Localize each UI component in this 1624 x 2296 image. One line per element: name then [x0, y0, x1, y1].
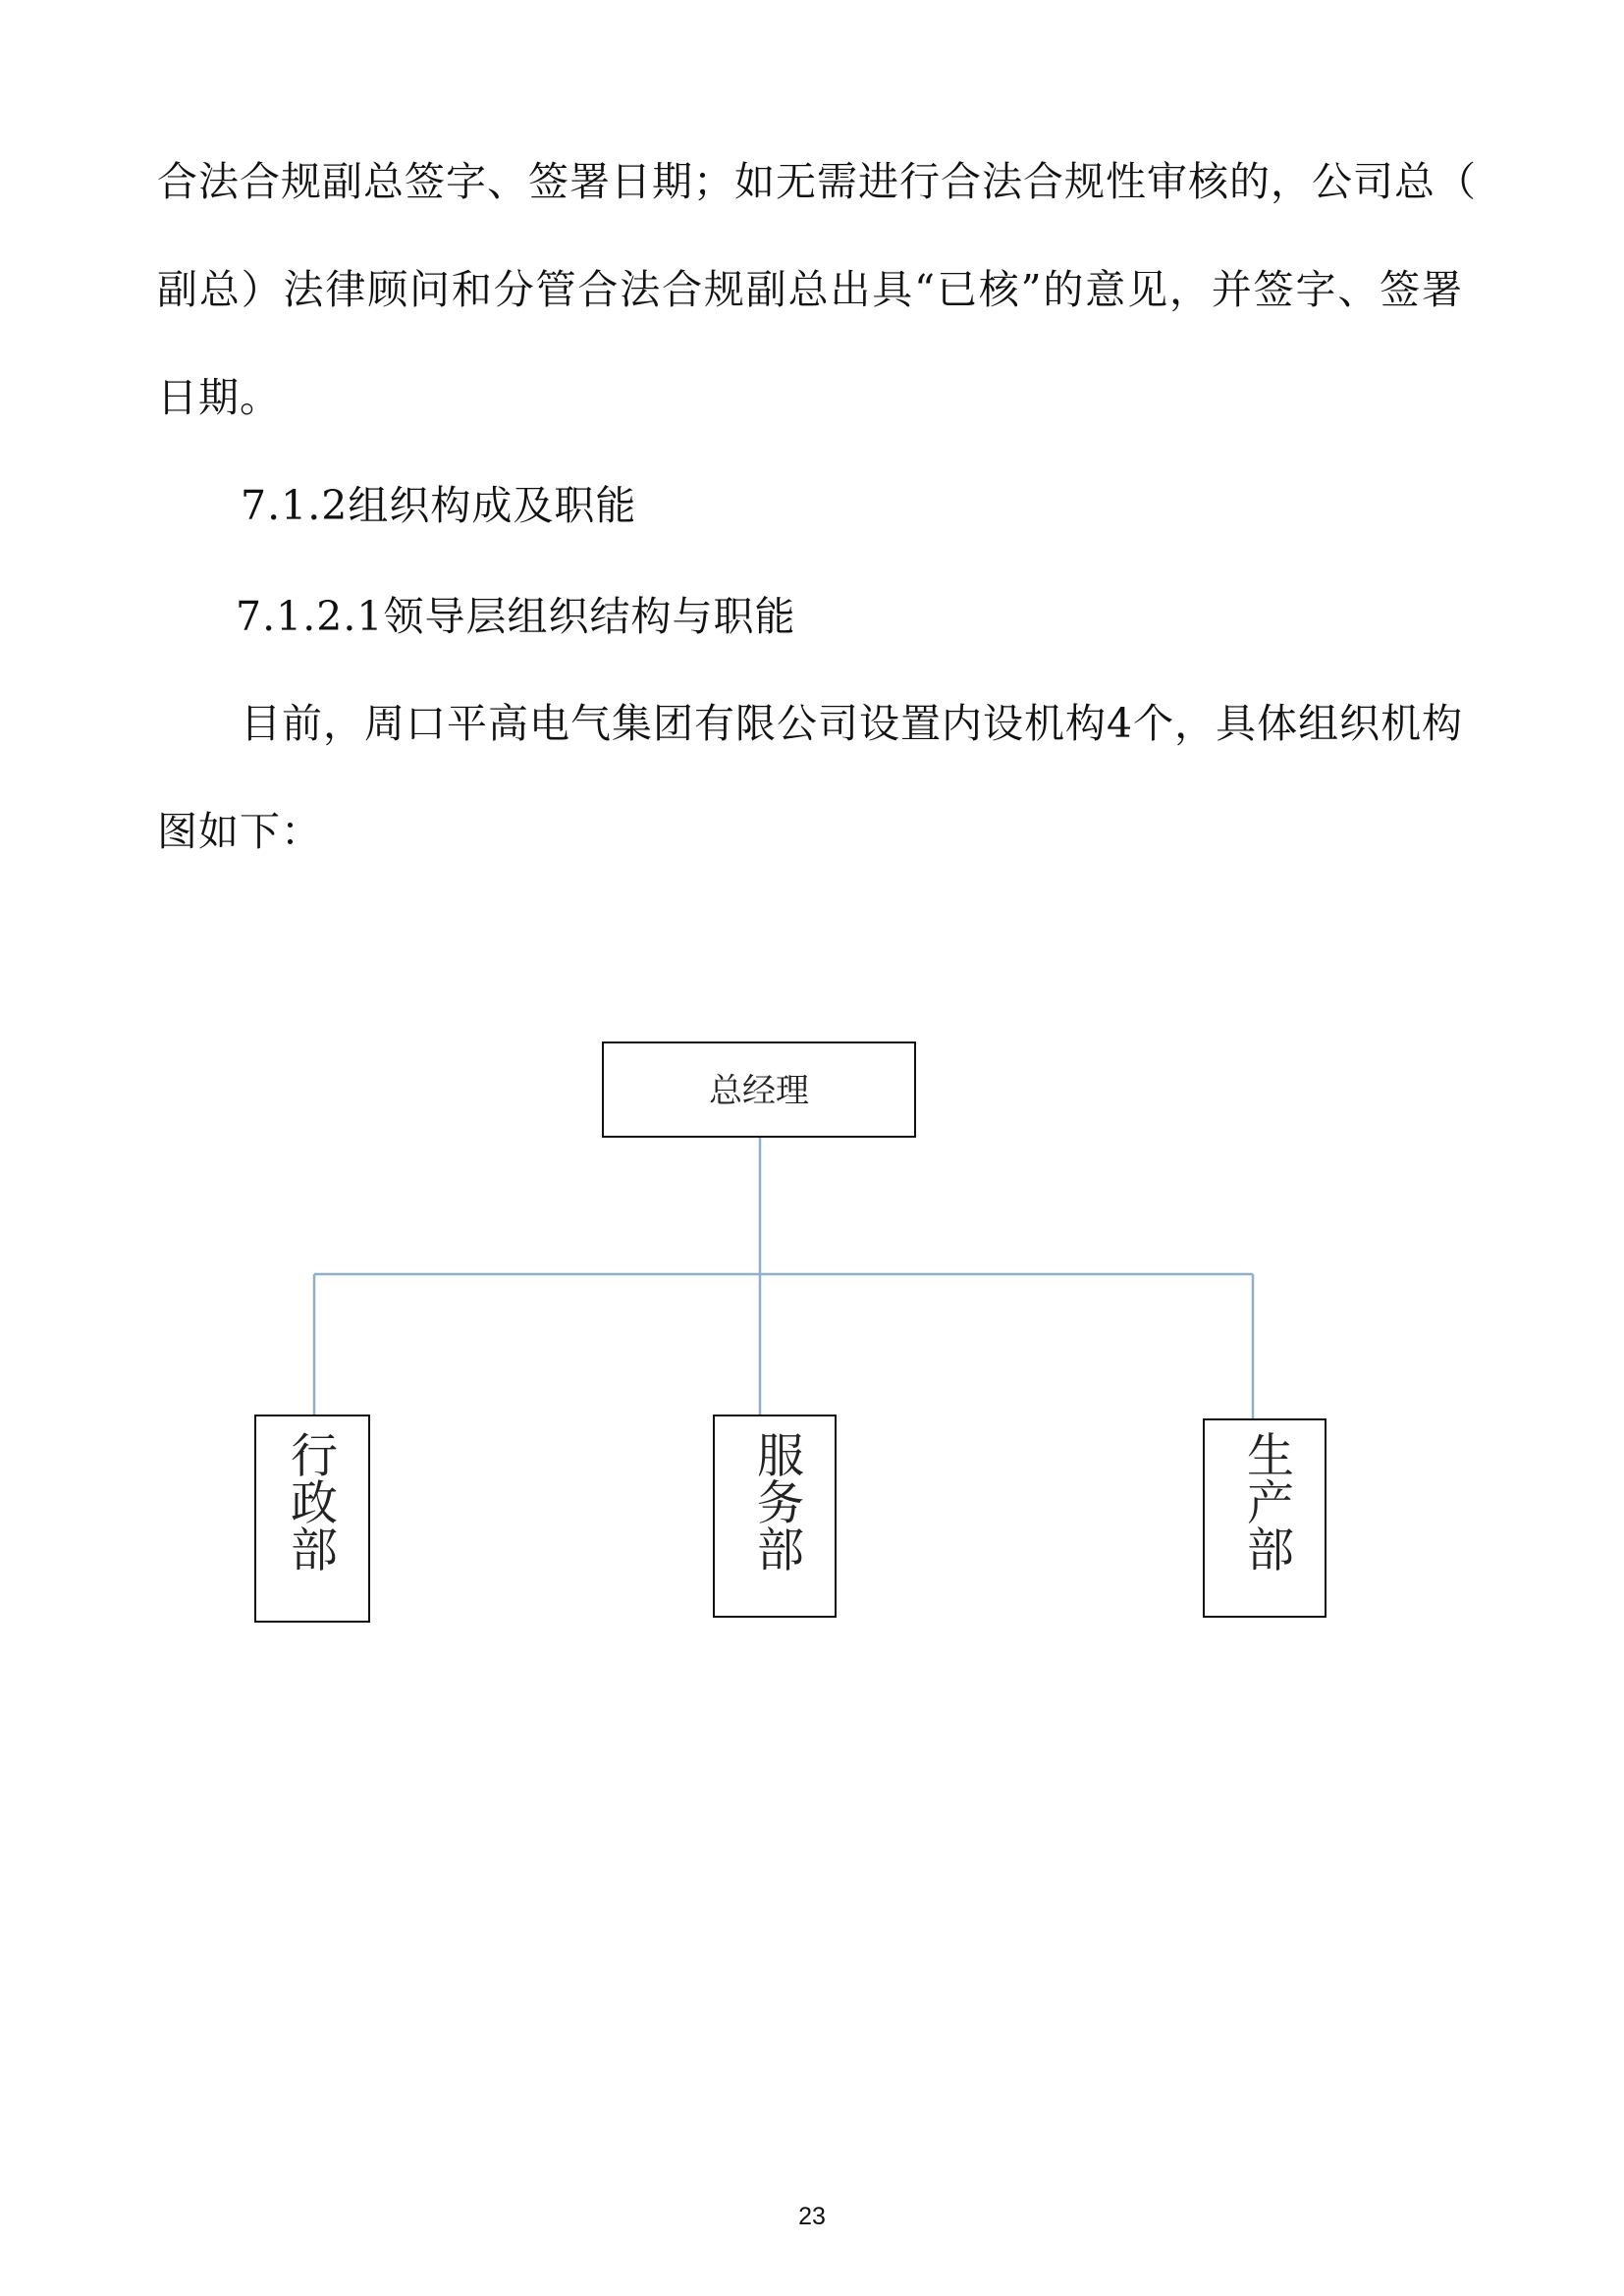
org-char-service-1: 服 [756, 1428, 805, 1484]
org-char-admin-1: 行 [290, 1428, 339, 1484]
page-number: 23 [798, 2203, 826, 2230]
org-char-production-3: 部 [1246, 1522, 1295, 1578]
org-char-service-3: 部 [756, 1522, 805, 1578]
org-char-service-2: 务 [756, 1475, 805, 1531]
intro-paragraph-line-2: 图如下： [157, 808, 322, 855]
org-label-general-manager: 总经理 [709, 1071, 809, 1111]
paragraph-line-2: 副总）法律顾问和分管合法合规副总出具“已核”的意见，并签字、签署 [157, 266, 1463, 313]
org-char-production-2: 产 [1246, 1475, 1295, 1531]
section-heading-7-1-2: 7.1.2组织构成及职能 [241, 482, 637, 529]
section-heading-7-1-2-1: 7.1.2.1领导层组织结构与职能 [236, 593, 796, 640]
paragraph-line-3: 日期。 [157, 374, 281, 421]
intro-paragraph-line-1: 目前，周口平高电气集团有限公司设置内设机构4个，具体组织机构 [241, 700, 1464, 747]
org-char-production-1: 生 [1246, 1428, 1295, 1484]
org-char-admin-2: 政 [290, 1475, 339, 1531]
paragraph-line-1: 合法合规副总签字、签署日期；如无需进行合法合规性审核的，公司总（ [157, 158, 1477, 205]
org-char-admin-3: 部 [290, 1522, 339, 1578]
